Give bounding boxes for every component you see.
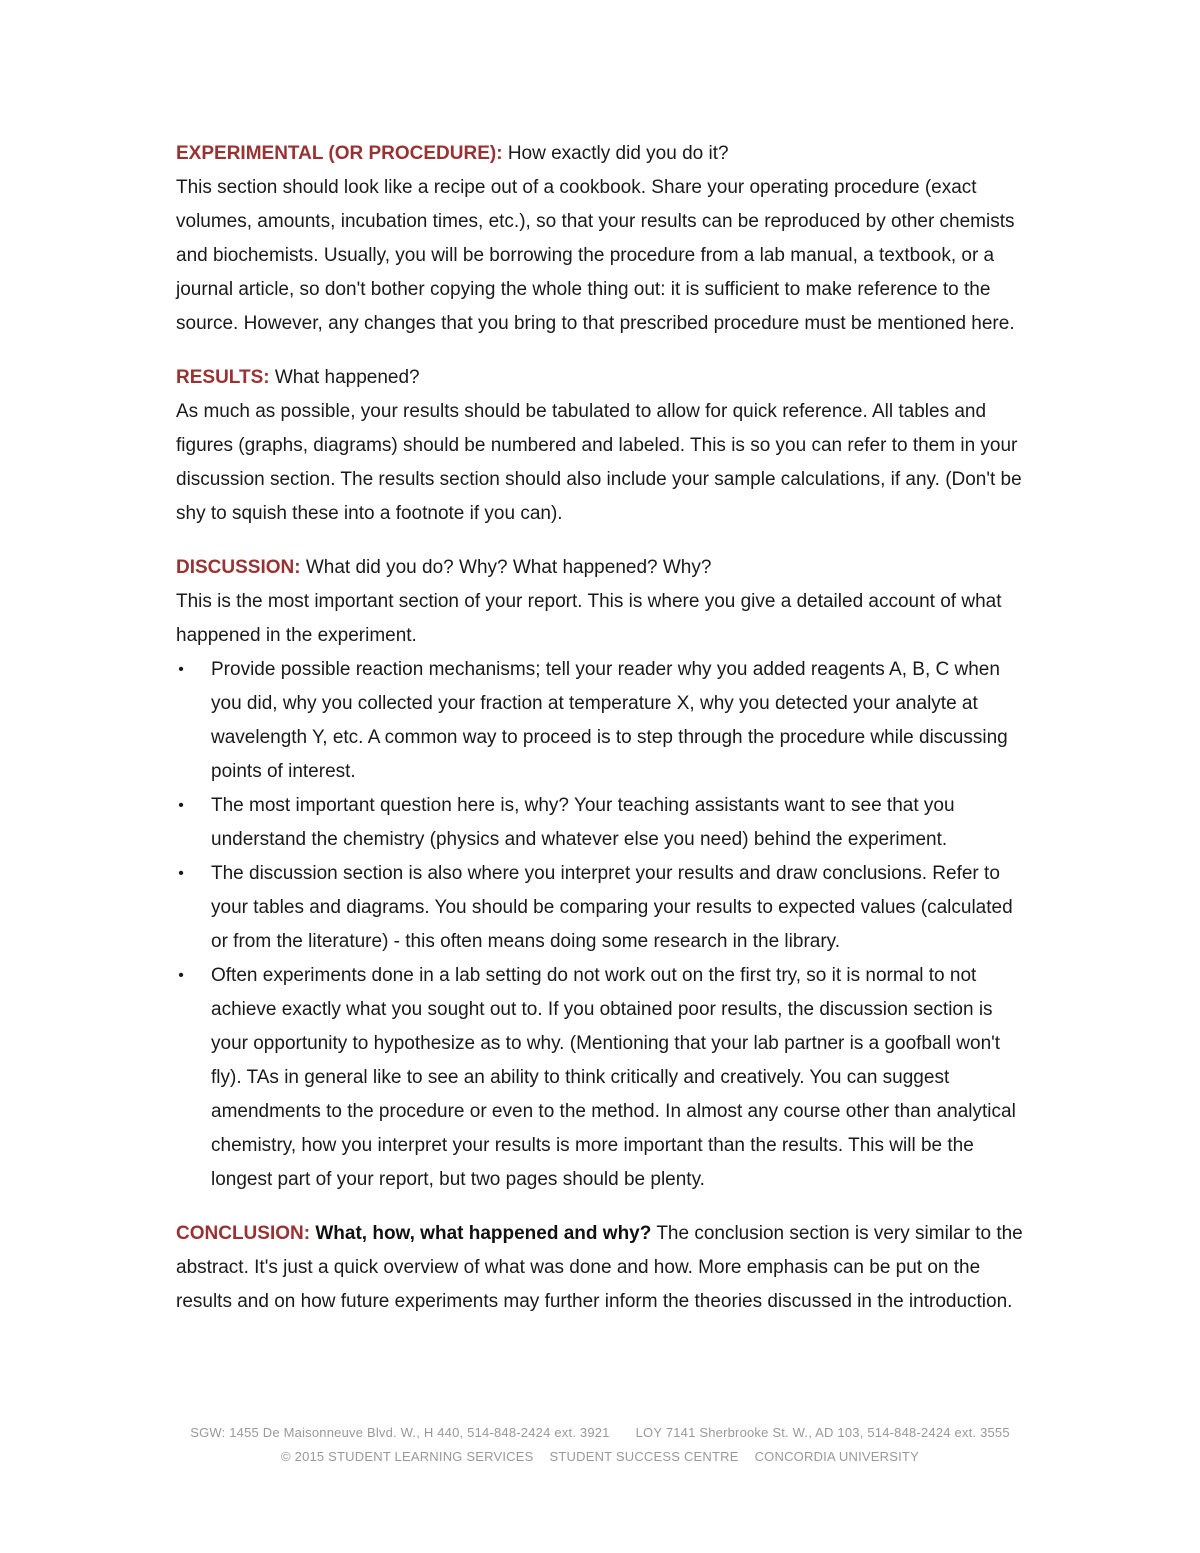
list-item-text: The most important question here is, why? Your teaching assistants want to see that you understand the chemistry (physics and whatever else you need) behind the experiment. [211,795,955,850]
section-label: DISCUSSION: [176,557,301,578]
section-experimental [176,137,1026,341]
conclusion-body-text: The conclusion section is very similar to the abstract. It's just a quick overview of what was done and how. More emphasis can be put on the results and on how future experiments may further inform the theories discussed in the introduction. [176,1223,1023,1312]
list-item [176,857,1026,959]
footer-addresses [0,1425,1200,1440]
footer-sgw-address: SGW: 1455 De Maisonneuve Blvd. W., H 440, 514-848-2424 ext. 3921 [190,1425,610,1440]
list-item [176,959,1026,1197]
bullet-icon: • [178,797,184,814]
footer-credits [0,1449,1200,1464]
section-question: What, how, what happened and why? [315,1223,652,1244]
list-item-text: The discussion section is also where you interpret your results and draw conclusions. Refer to your tables and diagrams. You should be comparing your results to expected values (calculated or from the literature) - this often means doing some research in the library. [211,863,1013,952]
section-body: This is the most important section of your report. This is where you give a detailed account of what happened in the experiment. [176,591,1002,646]
bullet-icon: • [178,967,184,984]
footer-centre: STUDENT SUCCESS CENTRE [549,1449,739,1464]
bullet-icon: • [178,661,184,678]
discussion-bullet-list [176,653,1026,1197]
section-body: As much as possible, your results should be tabulated to allow for quick reference. All tables and figures (graphs, diagrams) should be numbered and labeled. This is so you can refer to them in your discussion section. The results section should also include your sample calculations, if any. (Don't be shy to squish these into a footnote if you can). [176,401,1022,524]
section-label: CONCLUSION: [176,1223,311,1244]
section-results [176,361,1026,531]
section-heading [176,137,1026,171]
section-body: This section should look like a recipe out of a cookbook. Share your operating procedure (exact volumes, amounts, incubation times, etc.), so that your results can be reproduced by other chemists and biochemists. Usually, you will be borrowing the procedure from a lab manual, a textbook, or a journal article, so don't bother copying the whole thing out: it is sufficient to make reference to the source. However, any changes that you bring to that prescribed procedure must be mentioned here. [176,177,1015,334]
list-item-text: Often experiments done in a lab setting do not work out on the first try, so it is normal to not achieve exactly what you sought out to. If you obtained poor results, the discussion section is your opportunity to hypothesize as to why. (Mentioning that your lab partner is a goofball won't fly). TAs in general like to see an ability to think critically and creatively. You can suggest amendments to the procedure or even to the method. In almost any course other than analytical chemistry, how you interpret your results is more important than the results. This will be the longest part of your report, but two pages should be plenty. [211,965,1016,1190]
section-heading [176,361,1026,395]
section-discussion [176,551,1026,1197]
section-question: How exactly did you do it? [507,143,729,164]
footer-copyright: © 2015 STUDENT LEARNING SERVICES [281,1449,534,1464]
document-content [176,137,1026,1319]
section-question: What happened? [274,367,420,388]
section-body [176,1217,1026,1319]
footer-loy-address: LOY 7141 Sherbrooke St. W., AD 103, 514-848-2424 ext. 3555 [635,1425,1010,1440]
section-label: EXPERIMENTAL (OR PROCEDURE): [176,143,503,164]
list-item [176,653,1026,789]
footer-university: CONCORDIA UNIVERSITY [754,1449,919,1464]
section-question: What did you do? Why? What happened? Why? [305,557,712,578]
section-heading [176,551,1026,585]
list-item-text: Provide possible reaction mechanisms; tell your reader why you added reagents A, B, C when you did, why you collected your fraction at temperature X, why you detected your analyte at wavelength Y, etc. A common way to proceed is to step through the procedure while discussing points of interest. [211,659,1008,782]
section-conclusion [176,1217,1026,1319]
list-item [176,789,1026,857]
bullet-icon: • [178,865,184,882]
section-label: RESULTS: [176,367,270,388]
